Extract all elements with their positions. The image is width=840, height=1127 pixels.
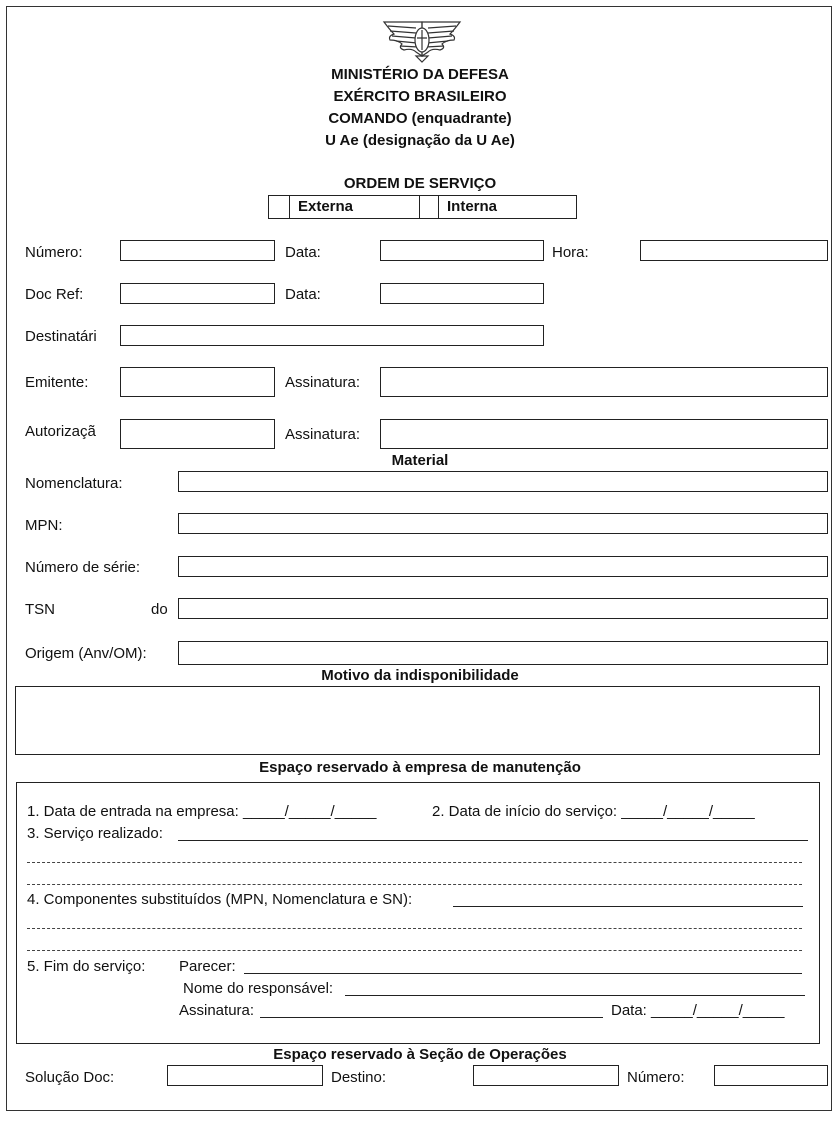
entry-date-item: 1. Data de entrada na empresa: _____/_____/_____ (27, 803, 377, 820)
autorizacao-signature-label: Assinatura: (285, 426, 361, 443)
service-performed-line-2[interactable] (27, 862, 802, 863)
replaced-components-label: 4. Componentes substituídos (MPN, Nomenclatura e SN): (27, 891, 413, 908)
external-checkbox[interactable] (268, 195, 290, 219)
service-performed-line-3[interactable] (27, 884, 802, 885)
mpn-field[interactable] (178, 513, 828, 534)
tsn-label: TSN (25, 601, 55, 618)
operations-title: Espaço reservado à Seção de Operações (273, 1046, 567, 1063)
emitente-label: Emitente: (25, 374, 89, 391)
nomenclatura-label: Nomenclatura: (25, 475, 123, 492)
tsn-field[interactable] (178, 598, 828, 619)
destino-field[interactable] (473, 1065, 619, 1086)
autorizacao-label: Autorizaçã (25, 423, 96, 440)
motivo-title: Motivo da indisponibilidade (321, 667, 519, 684)
signature-label: Assinatura: (179, 1002, 255, 1019)
army-heading: EXÉRCITO BRASILEIRO (333, 88, 507, 105)
autorizacao-field[interactable] (120, 419, 275, 449)
parecer-line[interactable] (244, 973, 802, 974)
autorizacao-signature-field[interactable] (380, 419, 828, 449)
nomenclatura-field[interactable] (178, 471, 828, 492)
emitente-field[interactable] (120, 367, 275, 397)
start-date-item: 2. Data de início do serviço: _____/_____/_____ (432, 803, 755, 820)
unit-heading: U Ae (designação da U Ae) (325, 132, 515, 149)
emitente-signature-field[interactable] (380, 367, 828, 397)
end-date-item: Data: _____/_____/_____ (611, 1002, 785, 1019)
emitente-signature-label: Assinatura: (285, 374, 361, 391)
numero-serie-field[interactable] (178, 556, 828, 577)
command-heading: COMANDO (enquadrante) (328, 110, 512, 127)
service-performed-label: 3. Serviço realizado: (27, 825, 163, 842)
destinatario-field[interactable] (120, 325, 544, 346)
mpn-label: MPN: (25, 517, 63, 534)
responsible-name-line[interactable] (345, 995, 805, 996)
internal-label: Interna (447, 198, 498, 215)
numero-label: Número: (25, 244, 83, 261)
data-field[interactable] (380, 240, 544, 261)
doc-ref-label: Doc Ref: (25, 286, 84, 303)
order-title: ORDEM DE SERVIÇO (343, 175, 497, 192)
destino-label: Destino: (331, 1069, 387, 1086)
ministry-heading: MINISTÉRIO DA DEFESA (331, 66, 509, 83)
replaced-components-line-2[interactable] (27, 928, 802, 929)
replaced-components-line-3[interactable] (27, 950, 802, 951)
operations-numero-label: Número: (627, 1069, 685, 1086)
material-title: Material (391, 452, 449, 469)
responsible-name-label: Nome do responsável: (183, 980, 334, 997)
replaced-components-line[interactable] (453, 906, 803, 907)
hora-field[interactable] (640, 240, 828, 261)
doc-ref-data-label: Data: (285, 286, 321, 303)
tsn-do-label: do (151, 601, 168, 618)
origem-label: Origem (Anv/OM): (25, 645, 147, 662)
hora-label: Hora: (552, 244, 589, 261)
internal-checkbox[interactable] (419, 195, 439, 219)
origem-field[interactable] (178, 641, 828, 665)
winged-emblem-icon (380, 16, 464, 64)
motivo-field[interactable] (15, 686, 820, 755)
service-performed-line[interactable] (178, 840, 808, 841)
external-label: Externa (298, 198, 354, 215)
doc-ref-data-field[interactable] (380, 283, 544, 304)
solucao-doc-field[interactable] (167, 1065, 323, 1086)
maintenance-title: Espaço reservado à empresa de manutenção (259, 759, 581, 776)
destinatario-label: Destinatári (25, 328, 97, 345)
data-label: Data: (285, 244, 321, 261)
signature-line[interactable] (260, 1017, 603, 1018)
numero-serie-label: Número de série: (25, 559, 141, 576)
doc-ref-field[interactable] (120, 283, 275, 304)
numero-field[interactable] (120, 240, 275, 261)
solucao-doc-label: Solução Doc: (25, 1069, 115, 1086)
operations-numero-field[interactable] (714, 1065, 828, 1086)
parecer-label: Parecer: (179, 958, 236, 975)
end-of-service-label: 5. Fim do serviço: (27, 958, 146, 975)
